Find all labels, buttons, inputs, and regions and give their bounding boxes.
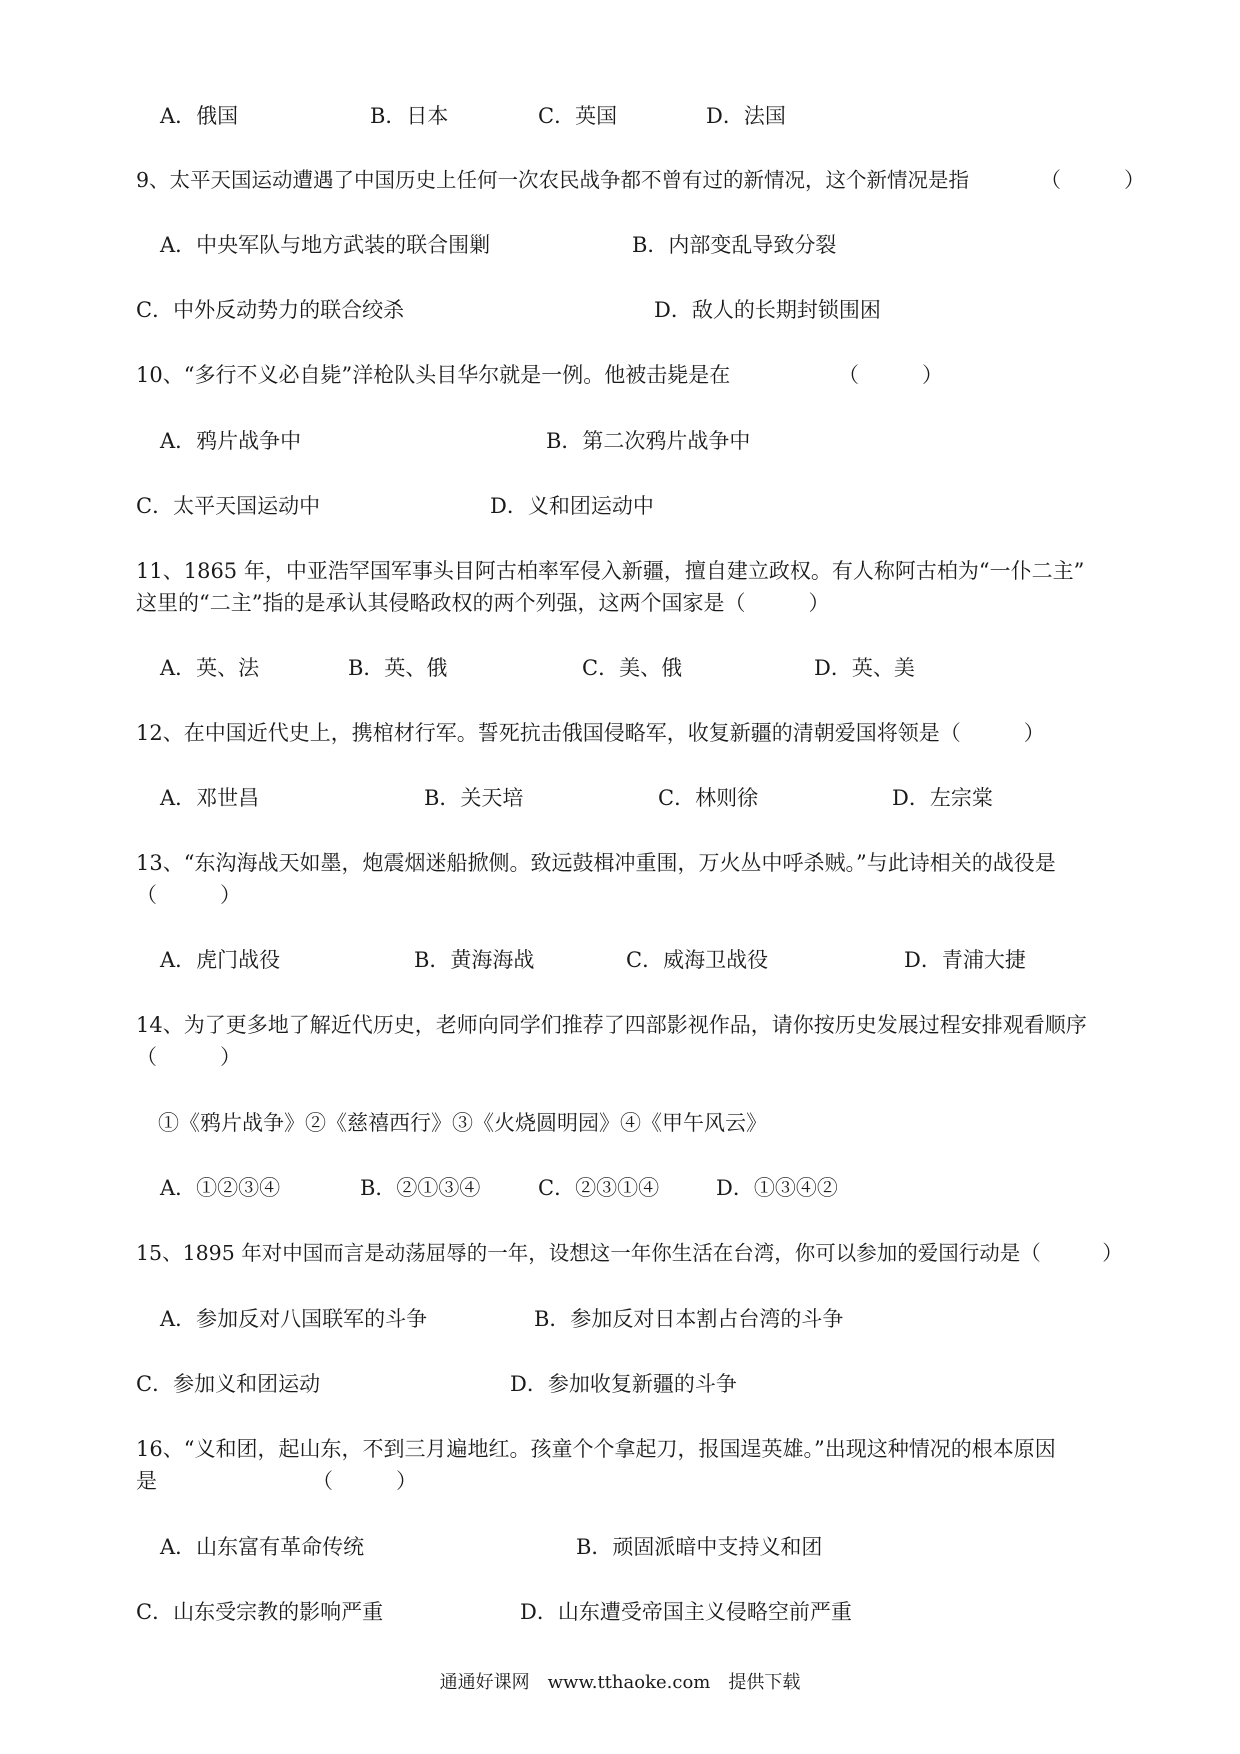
q9-answer-bracket: （ ） xyxy=(1040,168,1145,192)
q8-option-c: C．英国 xyxy=(538,104,618,128)
q10-option-b: B．第二次鸦片战争中 xyxy=(546,429,751,453)
q12-option-d: D．左宗棠 xyxy=(892,786,993,810)
q10-option-a: A．鸦片战争中 xyxy=(160,429,302,453)
q13-stem-line1: 13、“东沟海战天如墨，炮震烟迷船掀侧。致远鼓楫冲重围，万火丛中呼杀贼。”与此诗相关的战役是 xyxy=(136,851,1056,875)
q15-option-d: D．参加收复新疆的斗争 xyxy=(510,1372,737,1396)
q12-option-b: B．关天培 xyxy=(424,786,524,810)
q16-option-b: B．顽固派暗中支持义和团 xyxy=(576,1535,823,1559)
q14-option-b: B．②①③④ xyxy=(360,1176,481,1200)
q14-works-list: ①《鸦片战争》②《慈禧西行》③《火烧圆明园》④《甲午风云》 xyxy=(158,1111,767,1135)
q16-option-c: C．山东受宗教的影响严重 xyxy=(136,1600,384,1624)
q10-stem: 10、“多行不义必自毙”洋枪队头目华尔就是一例。他被击毙是在 xyxy=(136,363,731,387)
q8-option-d: D．法国 xyxy=(706,104,786,128)
q11-stem-line1: 11、1865 年，中亚浩罕国军事头目阿古柏率军侵入新疆，擅自建立政权。有人称阿古柏为“一仆二主” xyxy=(136,559,1085,583)
q13-option-b: B．黄海海战 xyxy=(414,948,535,972)
q15-option-a: A．参加反对八国联军的斗争 xyxy=(160,1307,428,1331)
q11-option-d: D．英、美 xyxy=(814,656,915,680)
q13-option-d: D．青浦大捷 xyxy=(904,948,1026,972)
q16-option-d: D．山东遭受帝国主义侵略空前严重 xyxy=(520,1600,852,1624)
q15-stem: 15、1895 年对中国而言是动荡屈辱的一年，设想这一年你生活在台湾，你可以参加的爱国行动是（ ） xyxy=(136,1241,1123,1265)
q9-option-b: B．内部变乱导致分裂 xyxy=(632,233,837,257)
q13-option-a: A．虎门战役 xyxy=(160,948,281,972)
q16-stem-line2: 是 xyxy=(136,1469,157,1493)
q9-option-d: D．敌人的长期封锁围困 xyxy=(654,298,881,322)
page-footer: 通通好课网 www.tthaoke.com 提供下载 xyxy=(439,1672,801,1693)
q13-stem-line2: （ ） xyxy=(136,883,241,907)
q12-option-a: A．邓世昌 xyxy=(160,786,260,810)
q12-stem: 12、在中国近代史上，携棺材行军。誓死抗击俄国侵略军，收复新疆的清朝爱国将领是（ ） xyxy=(136,721,1045,745)
q14-option-a: A．①②③④ xyxy=(160,1176,281,1200)
q10-option-c: C．太平天国运动中 xyxy=(136,494,321,518)
q14-option-d: D．①③④② xyxy=(716,1176,838,1200)
q9-option-c: C．中外反动势力的联合绞杀 xyxy=(136,298,405,322)
q13-option-c: C．威海卫战役 xyxy=(626,948,769,972)
q8-option-b: B．日本 xyxy=(370,104,449,128)
q14-stem-line2: （ ） xyxy=(136,1045,241,1069)
q9-stem: 9、太平天国运动遭遇了中国历史上任何一次农民战争都不曾有过的新情况，这个新情况是指 xyxy=(136,168,970,192)
q15-option-b: B．参加反对日本割占台湾的斗争 xyxy=(534,1307,844,1331)
q11-stem-line2: 这里的“二主”指的是承认其侵略政权的两个列强，这两个国家是（ ） xyxy=(136,591,830,615)
q8-option-a: A．俄国 xyxy=(160,104,239,128)
q12-option-c: C．林则徐 xyxy=(658,786,759,810)
q16-stem-line1: 16、“义和团，起山东，不到三月遍地红。孩童个个拿起刀，报国逞英雄。”出现这种情况的根本原因 xyxy=(136,1437,1056,1461)
q14-stem-line1: 14、为了更多地了解近代历史，老师向同学们推荐了四部影视作品，请你按历史发展过程安排观看顺序 xyxy=(136,1013,1087,1037)
q10-option-d: D．义和团运动中 xyxy=(490,494,654,518)
q15-option-c: C．参加义和团运动 xyxy=(136,1372,321,1396)
q16-option-a: A．山东富有革命传统 xyxy=(160,1535,365,1559)
q16-answer-bracket: （ ） xyxy=(312,1469,417,1493)
q11-option-a: A．英、法 xyxy=(160,656,260,680)
q9-option-a: A．中央军队与地方武装的联合围剿 xyxy=(160,233,491,257)
q14-option-c: C．②③①④ xyxy=(538,1176,660,1200)
q11-option-b: B．英、俄 xyxy=(348,656,448,680)
q10-answer-bracket: （ ） xyxy=(838,363,943,387)
q11-option-c: C．美、俄 xyxy=(582,656,683,680)
